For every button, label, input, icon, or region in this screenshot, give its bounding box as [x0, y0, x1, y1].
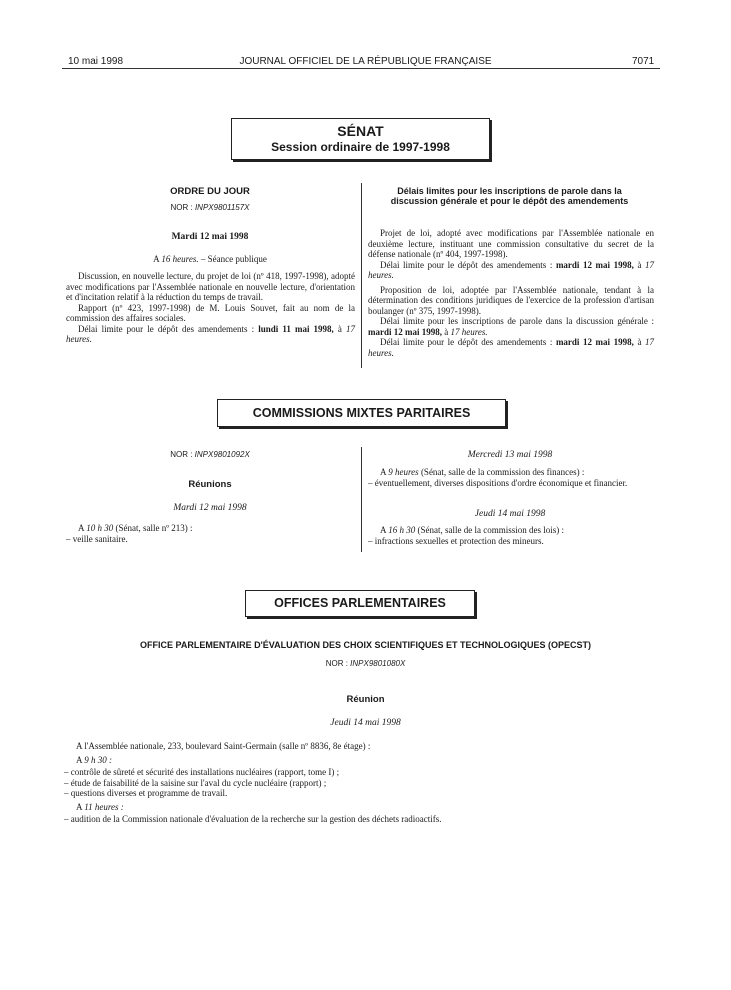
time-prefix: A: [380, 467, 387, 477]
ordre-du-jour-date: Mardi 12 mai 1998: [171, 232, 249, 242]
delai-date: mardi 12 mai 1998,: [555, 259, 634, 270]
ordre-du-jour-body: [66, 271, 355, 345]
cmp-right-time-1: [368, 467, 654, 478]
senat-session: Session ordinaire de 1997-1998: [271, 140, 450, 154]
cmp-nor: [80, 450, 340, 459]
time-prefix: A: [380, 525, 387, 535]
time-value: 16 h 30: [388, 525, 416, 535]
delai-prep: à: [337, 323, 342, 334]
cmp-left-time: [66, 523, 355, 534]
time-prefix: A: [76, 754, 83, 765]
time-value: 16 heures.: [161, 254, 199, 264]
offices-time-1: [64, 755, 664, 766]
time-value: 10 h 30: [86, 523, 114, 533]
time-prefix: A: [153, 254, 160, 264]
senat-title-box: [231, 118, 490, 160]
offices-item-2: – étude de faisabilité de la saisine sur l'aval du cycle nucléaire (rapport) ;: [64, 777, 327, 788]
delais-heading: Délais limites pour les inscriptions de parole dans la discussion générale et pour le dépôt des amendements: [390, 186, 629, 206]
header-rule: [62, 68, 660, 69]
discussion-paragraph: Discussion, en nouvelle lecture, du projet de loi (nº 418, 1997-1998), adopté avec modifications par l'Assemblée nationale en nouvelle lecture, d'orientation et d'incitation relatif à la réduction du temps de travail.: [66, 271, 355, 302]
offices-reunion-heading: Réunion: [346, 694, 385, 705]
cmp-title-box: [217, 399, 506, 427]
offices-title: OFFICES PARLEMENTAIRES: [274, 596, 446, 610]
nor-label: NOR :: [170, 450, 193, 459]
delai-prep: à: [637, 337, 642, 347]
delai-paragraph: [66, 324, 355, 345]
offices-title-box: [245, 590, 475, 617]
delai-inscriptions: [368, 316, 654, 337]
opecst-heading: OFFICE PARLEMENTAIRE D'ÉVALUATION DES CHOIX SCIENTIFIQUES ET TECHNOLOGIQUES (OPECST): [140, 640, 591, 650]
column-divider-cmp: [361, 447, 362, 552]
cmp-right-time-2: [368, 525, 654, 536]
location: (Sénat, salle de la commission des finances) :: [420, 467, 585, 477]
delai-prep: à: [637, 259, 642, 270]
time-value: 9 h 30 :: [84, 754, 113, 765]
ordre-du-jour-nor: [80, 203, 340, 212]
cmp-right-date-2: Jeudi 14 mai 1998: [474, 509, 546, 519]
location: (Sénat, salle nº 213) :: [115, 523, 193, 533]
column-divider-top: [361, 183, 362, 368]
offices-location: A l'Assemblée nationale, 233, boulevard Saint-Germain (salle nº 8836, 8e étage) :: [76, 741, 371, 751]
header-journal-title: JOURNAL OFFICIEL DE LA RÉPUBLIQUE FRANÇAISE: [239, 56, 492, 67]
delai-date: mardi 12 mai 1998,: [555, 337, 634, 347]
cmp-left-item: – veille sanitaire.: [66, 533, 128, 544]
time-value: 11 heures :: [84, 801, 124, 812]
delai-time: 17 heures.: [66, 323, 356, 344]
rapport-paragraph: Rapport (nº 423, 1997-1998) de M. Louis Souvet, fait au nom de la commission des affaires sociales.: [66, 302, 355, 323]
header-date: 10 mai 1998: [68, 56, 124, 67]
ordre-du-jour-heading: ORDRE DU JOUR: [170, 186, 250, 197]
delai-prep: à: [444, 326, 449, 337]
location: (Sénat, salle de la commission des lois) :: [417, 525, 564, 535]
delai-text: Délai limite pour le dépôt des amendements :: [380, 337, 553, 347]
cmp-left-body: [66, 523, 355, 544]
offices-item-1: – contrôle de sûreté et sécurité des installations nucléaires (rapport, tome I) ;: [64, 767, 340, 777]
nor-code: INPX9801157X: [194, 203, 250, 212]
delai-text: Délai limite pour les inscriptions de parole dans la discussion générale :: [380, 316, 654, 326]
offices-time-2: [64, 802, 664, 813]
offices-nor: [0, 659, 731, 668]
projet-loi-paragraph: Projet de loi, adopté avec modifications par l'Assemblée nationale en deuxième lecture, instituant une commission consultative du secret de la défense nationale (nº 404, 1997-1998).: [368, 228, 654, 259]
delai-text: Délai limite pour le dépôt des amendements :: [380, 259, 553, 270]
offices-item-3: – questions diverses et programme de travail.: [64, 788, 228, 798]
delai-amendements-2: [368, 337, 654, 358]
cmp-right-item-1: – éventuellement, diverses dispositions d'ordre économique et financier.: [368, 477, 628, 488]
delai-text: Délai limite pour le dépôt des amendements :: [78, 323, 255, 334]
delais-body: [368, 228, 654, 358]
delai-time: 17 heures.: [368, 337, 654, 358]
nor-code: INPX9801092X: [194, 450, 250, 459]
delai-time: 17 heures.: [450, 326, 488, 337]
ordre-du-jour-time: [80, 254, 340, 265]
cmp-right-body-2: [368, 525, 654, 546]
delai-date: mardi 12 mai 1998,: [368, 326, 442, 337]
header-page-number: 7071: [632, 56, 655, 67]
time-value: 9 heures: [388, 467, 419, 477]
senat-title: SÉNAT: [337, 123, 384, 139]
cmp-right-body-1: [368, 467, 654, 488]
cmp-reunions-heading: Réunions: [188, 479, 232, 490]
delai-time: 17 heures.: [368, 259, 654, 280]
cmp-right-item-2: – infractions sexuelles et protection des mineurs.: [368, 535, 544, 546]
nor-label: NOR :: [170, 203, 193, 212]
cmp-title: COMMISSIONS MIXTES PARITAIRES: [252, 406, 471, 420]
seance-type: – Séance publique: [200, 254, 267, 264]
time-prefix: A: [78, 523, 85, 533]
nor-label: NOR :: [325, 659, 348, 668]
time-prefix: A: [76, 801, 83, 812]
cmp-left-date: Mardi 12 mai 1998: [173, 503, 247, 513]
proposition-loi-paragraph: Proposition de loi, adoptée par l'Assemblée nationale, tendant à la détermination des conditions juridiques de l'exercice de la profession d'artisan boulanger (nº 375, 1997-1998).: [368, 284, 654, 316]
offices-date: Jeudi 14 mai 1998: [330, 718, 401, 728]
offices-body: [64, 741, 664, 825]
nor-code: INPX9801080X: [350, 659, 406, 668]
offices-item-4: – audition de la Commission nationale d'évaluation de la recherche sur la gestion des déchets radioactifs.: [64, 814, 442, 824]
delai-amendements-1: [368, 260, 654, 281]
cmp-right-date-1: Mercredi 13 mai 1998: [467, 450, 553, 460]
delai-date: lundi 11 mai 1998,: [258, 323, 334, 334]
